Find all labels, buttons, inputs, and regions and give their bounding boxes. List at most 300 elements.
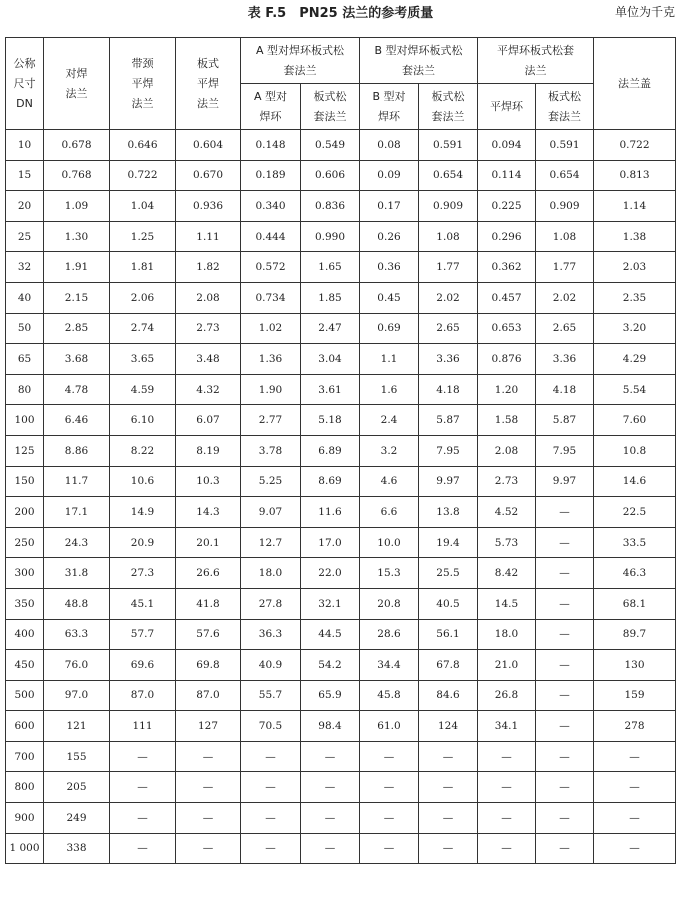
table-cell: 2.08 xyxy=(478,435,536,466)
table-cell: 11.7 xyxy=(44,466,110,497)
table-cell: 2.73 xyxy=(176,313,241,344)
table-cell: 1.09 xyxy=(44,191,110,222)
table-cell: 98.4 xyxy=(301,711,360,742)
table-cell: 97.0 xyxy=(44,680,110,711)
table-cell: 1.90 xyxy=(241,374,301,405)
table-cell: 0.09 xyxy=(360,160,419,191)
row-dn-cell: 350 xyxy=(6,588,44,619)
table-cell: 17.1 xyxy=(44,497,110,528)
table-row xyxy=(6,130,676,161)
flange-weight-table xyxy=(5,37,676,864)
header-plate-slip-on: 板式平焊法兰 xyxy=(176,38,241,130)
table-cell: 2.74 xyxy=(110,313,176,344)
table-cell: 10.8 xyxy=(594,435,676,466)
table-cell: 0.549 xyxy=(301,130,360,161)
table-cell: 2.02 xyxy=(536,282,594,313)
table-cell: 14.6 xyxy=(594,466,676,497)
table-cell: 155 xyxy=(44,741,110,772)
table-cell: 27.3 xyxy=(110,558,176,589)
table-row xyxy=(6,803,676,834)
table-cell: — xyxy=(594,833,676,864)
table-cell: 7.95 xyxy=(536,435,594,466)
table-cell: — xyxy=(536,619,594,650)
table-row xyxy=(6,282,676,313)
table-cell: 20.8 xyxy=(360,588,419,619)
table-cell: — xyxy=(594,741,676,772)
table-row xyxy=(6,711,676,742)
table-cell: 0.909 xyxy=(536,191,594,222)
table-cell: 0.17 xyxy=(360,191,419,222)
table-cell: 10.0 xyxy=(360,527,419,558)
row-dn-cell: 700 xyxy=(6,741,44,772)
table-cell: 27.8 xyxy=(241,588,301,619)
table-cell: 5.73 xyxy=(478,527,536,558)
table-cell: — xyxy=(536,650,594,681)
table-cell: — xyxy=(176,772,241,803)
row-dn-cell: 450 xyxy=(6,650,44,681)
table-cell: 36.3 xyxy=(241,619,301,650)
table-cell: — xyxy=(536,803,594,834)
table-cell: 0.296 xyxy=(478,221,536,252)
table-cell: 1.6 xyxy=(360,374,419,405)
row-dn-cell: 125 xyxy=(6,435,44,466)
table-row xyxy=(6,619,676,650)
table-cell: 2.77 xyxy=(241,405,301,436)
table-cell: 0.362 xyxy=(478,252,536,283)
table-cell: 1.14 xyxy=(594,191,676,222)
table-cell: 20.9 xyxy=(110,527,176,558)
table-cell: 57.7 xyxy=(110,619,176,650)
table-cell: — xyxy=(110,741,176,772)
table-cell: 1.77 xyxy=(419,252,478,283)
table-cell: — xyxy=(594,803,676,834)
table-cell: — xyxy=(536,711,594,742)
table-cell: 0.69 xyxy=(360,313,419,344)
table-cell: 6.10 xyxy=(110,405,176,436)
table-cell: 0.722 xyxy=(594,130,676,161)
row-dn-cell: 900 xyxy=(6,803,44,834)
table-row xyxy=(6,252,676,283)
table-cell: 15.3 xyxy=(360,558,419,589)
table-cell: 0.26 xyxy=(360,221,419,252)
table-cell: 3.36 xyxy=(419,344,478,375)
table-cell: 0.45 xyxy=(360,282,419,313)
table-cell: 7.60 xyxy=(594,405,676,436)
header-group-b-ring: B 型对焊环 xyxy=(360,84,419,130)
table-cell: 0.768 xyxy=(44,160,110,191)
table-cell: 127 xyxy=(176,711,241,742)
row-dn-cell: 20 xyxy=(6,191,44,222)
table-cell: 12.7 xyxy=(241,527,301,558)
table-row xyxy=(6,221,676,252)
table-row xyxy=(6,160,676,191)
table-row xyxy=(6,741,676,772)
table-cell: — xyxy=(360,803,419,834)
table-cell: 0.909 xyxy=(419,191,478,222)
table-cell: — xyxy=(536,588,594,619)
table-cell: 67.8 xyxy=(419,650,478,681)
table-cell: 22.5 xyxy=(594,497,676,528)
table-cell: 6.6 xyxy=(360,497,419,528)
table-row xyxy=(6,435,676,466)
table-cell: — xyxy=(360,772,419,803)
table-cell: 46.3 xyxy=(594,558,676,589)
row-dn-cell: 100 xyxy=(6,405,44,436)
table-cell: 0.936 xyxy=(176,191,241,222)
table-cell: — xyxy=(110,833,176,864)
table-cell: 9.97 xyxy=(536,466,594,497)
table-row xyxy=(6,833,676,864)
table-cell: 6.07 xyxy=(176,405,241,436)
table-cell: — xyxy=(176,833,241,864)
table-cell: 5.25 xyxy=(241,466,301,497)
table-cell: 26.6 xyxy=(176,558,241,589)
table-cell: 1.36 xyxy=(241,344,301,375)
table-cell: 159 xyxy=(594,680,676,711)
table-cell: 338 xyxy=(44,833,110,864)
table-cell: 5.18 xyxy=(301,405,360,436)
table-cell: 7.95 xyxy=(419,435,478,466)
table-cell: 8.19 xyxy=(176,435,241,466)
row-dn-cell: 200 xyxy=(6,497,44,528)
table-cell: 5.87 xyxy=(536,405,594,436)
table-cell: 1.30 xyxy=(44,221,110,252)
table-cell: 65.9 xyxy=(301,680,360,711)
table-cell: 0.36 xyxy=(360,252,419,283)
table-cell: 3.20 xyxy=(594,313,676,344)
table-body xyxy=(6,130,676,864)
table-cell: 45.1 xyxy=(110,588,176,619)
table-cell: 56.1 xyxy=(419,619,478,650)
table-cell: — xyxy=(536,833,594,864)
table-cell: 70.5 xyxy=(241,711,301,742)
table-cell: — xyxy=(301,803,360,834)
table-cell: 41.8 xyxy=(176,588,241,619)
table-cell: 1.08 xyxy=(536,221,594,252)
row-dn-cell: 25 xyxy=(6,221,44,252)
table-cell: 205 xyxy=(44,772,110,803)
table-cell: — xyxy=(176,741,241,772)
table-cell: 0.444 xyxy=(241,221,301,252)
table-cell: 4.6 xyxy=(360,466,419,497)
table-cell: 24.3 xyxy=(44,527,110,558)
table-cell: 5.54 xyxy=(594,374,676,405)
table-cell: — xyxy=(419,741,478,772)
table-cell: 124 xyxy=(419,711,478,742)
table-row xyxy=(6,497,676,528)
table-cell: 1.91 xyxy=(44,252,110,283)
unit-label: 单位为千克 xyxy=(614,5,675,19)
table-cell: 3.65 xyxy=(110,344,176,375)
table-cell: 0.876 xyxy=(478,344,536,375)
table-cell: 0.734 xyxy=(241,282,301,313)
table-cell: 1.81 xyxy=(110,252,176,283)
table-cell: 3.36 xyxy=(536,344,594,375)
table-cell: 6.46 xyxy=(44,405,110,436)
table-cell: 1.25 xyxy=(110,221,176,252)
table-cell: 26.8 xyxy=(478,680,536,711)
row-dn-cell: 65 xyxy=(6,344,44,375)
table-cell: 3.04 xyxy=(301,344,360,375)
table-cell: 0.604 xyxy=(176,130,241,161)
table-cell: 76.0 xyxy=(44,650,110,681)
table-cell: 2.73 xyxy=(478,466,536,497)
table-cell: — xyxy=(478,741,536,772)
table-cell: 4.18 xyxy=(419,374,478,405)
row-dn-cell: 400 xyxy=(6,619,44,650)
row-dn-cell: 500 xyxy=(6,680,44,711)
row-dn-cell: 80 xyxy=(6,374,44,405)
table-cell: 2.35 xyxy=(594,282,676,313)
table-cell: 1.58 xyxy=(478,405,536,436)
table-cell: 2.4 xyxy=(360,405,419,436)
table-cell: 0.225 xyxy=(478,191,536,222)
table-cell: 5.87 xyxy=(419,405,478,436)
table-cell: 1.04 xyxy=(110,191,176,222)
table-cell: 278 xyxy=(594,711,676,742)
table-cell: 2.47 xyxy=(301,313,360,344)
table-cell: 10.3 xyxy=(176,466,241,497)
table-cell: 0.591 xyxy=(419,130,478,161)
table-cell: 0.653 xyxy=(478,313,536,344)
table-cell: 28.6 xyxy=(360,619,419,650)
table-cell: 0.114 xyxy=(478,160,536,191)
row-dn-cell: 300 xyxy=(6,558,44,589)
header-blind-flange: 法兰盖 xyxy=(594,38,676,130)
row-dn-cell: 600 xyxy=(6,711,44,742)
table-row xyxy=(6,191,676,222)
table-cell: 57.6 xyxy=(176,619,241,650)
table-cell: 6.89 xyxy=(301,435,360,466)
table-cell: 0.678 xyxy=(44,130,110,161)
table-cell: — xyxy=(241,741,301,772)
table-cell: 2.08 xyxy=(176,282,241,313)
table-cell: 61.0 xyxy=(360,711,419,742)
table-cell: 0.722 xyxy=(110,160,176,191)
table-cell: 1.82 xyxy=(176,252,241,283)
table-cell: 13.8 xyxy=(419,497,478,528)
table-row xyxy=(6,558,676,589)
table-cell: 84.6 xyxy=(419,680,478,711)
table-cell: 1.1 xyxy=(360,344,419,375)
table-cell: 1.20 xyxy=(478,374,536,405)
header-weld-neck: 对焊法兰 xyxy=(44,38,110,130)
table-cell: 2.65 xyxy=(536,313,594,344)
table-cell: 87.0 xyxy=(110,680,176,711)
row-dn-cell: 40 xyxy=(6,282,44,313)
table-cell: 68.1 xyxy=(594,588,676,619)
table-cell: 20.1 xyxy=(176,527,241,558)
table-cell: 0.654 xyxy=(419,160,478,191)
table-row xyxy=(6,650,676,681)
table-cell: 55.7 xyxy=(241,680,301,711)
row-dn-cell: 15 xyxy=(6,160,44,191)
table-cell: 0.148 xyxy=(241,130,301,161)
table-cell: 63.3 xyxy=(44,619,110,650)
table-cell: 0.813 xyxy=(594,160,676,191)
table-cell: 2.85 xyxy=(44,313,110,344)
header-dn: 公称尺寸DN xyxy=(6,38,44,130)
table-cell: 22.0 xyxy=(301,558,360,589)
table-cell: — xyxy=(478,772,536,803)
table-cell: 111 xyxy=(110,711,176,742)
table-cell: 3.61 xyxy=(301,374,360,405)
table-row xyxy=(6,313,676,344)
table-cell: 1.02 xyxy=(241,313,301,344)
row-dn-cell: 1 000 xyxy=(6,833,44,864)
row-dn-cell: 250 xyxy=(6,527,44,558)
header-group-a: A 型对焊环板式松套法兰 xyxy=(241,38,360,84)
table-cell: — xyxy=(536,527,594,558)
table-cell: 17.0 xyxy=(301,527,360,558)
table-cell: 14.9 xyxy=(110,497,176,528)
table-cell: 69.6 xyxy=(110,650,176,681)
table-cell: — xyxy=(110,772,176,803)
table-cell: 11.6 xyxy=(301,497,360,528)
table-cell: 1.77 xyxy=(536,252,594,283)
header-group-b: B 型对焊环板式松套法兰 xyxy=(360,38,478,84)
table-row xyxy=(6,344,676,375)
table-cell: 1.85 xyxy=(301,282,360,313)
table-cell: 249 xyxy=(44,803,110,834)
table-cell: 2.02 xyxy=(419,282,478,313)
table-cell: 0.094 xyxy=(478,130,536,161)
table-cell: 14.5 xyxy=(478,588,536,619)
table-cell: 4.59 xyxy=(110,374,176,405)
table-cell: 0.990 xyxy=(301,221,360,252)
table-cell: 18.0 xyxy=(478,619,536,650)
table-cell: — xyxy=(536,558,594,589)
table-cell: 0.646 xyxy=(110,130,176,161)
table-cell: 121 xyxy=(44,711,110,742)
table-cell: — xyxy=(536,497,594,528)
table-row xyxy=(6,527,676,558)
table-cell: 1.38 xyxy=(594,221,676,252)
header-group-b-flange: 板式松套法兰 xyxy=(419,84,478,130)
table-cell: 3.68 xyxy=(44,344,110,375)
table-cell: 18.0 xyxy=(241,558,301,589)
table-cell: 0.606 xyxy=(301,160,360,191)
table-cell: — xyxy=(110,803,176,834)
table-cell: — xyxy=(536,772,594,803)
table-cell: — xyxy=(360,833,419,864)
table-cell: — xyxy=(241,833,301,864)
table-cell: 4.18 xyxy=(536,374,594,405)
row-dn-cell: 150 xyxy=(6,466,44,497)
table-cell: 48.8 xyxy=(44,588,110,619)
table-cell: 32.1 xyxy=(301,588,360,619)
table-cell: 4.32 xyxy=(176,374,241,405)
table-cell: 19.4 xyxy=(419,527,478,558)
table-cell: — xyxy=(536,741,594,772)
table-cell: — xyxy=(478,833,536,864)
table-cell: 0.670 xyxy=(176,160,241,191)
table-cell: — xyxy=(419,772,478,803)
table-cell: 9.07 xyxy=(241,497,301,528)
header-group-flat: 平焊环板式松套法兰 xyxy=(478,38,594,84)
table-cell: 44.5 xyxy=(301,619,360,650)
table-cell: 1.11 xyxy=(176,221,241,252)
table-cell: 8.22 xyxy=(110,435,176,466)
table-cell: 89.7 xyxy=(594,619,676,650)
table-cell: 4.78 xyxy=(44,374,110,405)
table-cell: — xyxy=(536,680,594,711)
header-group-flat-ring: 平焊环 xyxy=(478,84,536,130)
table-cell: 8.69 xyxy=(301,466,360,497)
table-cell: 0.457 xyxy=(478,282,536,313)
table-cell: 34.1 xyxy=(478,711,536,742)
table-cell: 45.8 xyxy=(360,680,419,711)
table-cell: 8.42 xyxy=(478,558,536,589)
table-row xyxy=(6,405,676,436)
table-cell: 0.08 xyxy=(360,130,419,161)
table-cell: 1.08 xyxy=(419,221,478,252)
header-group-a-ring: A 型对焊环 xyxy=(241,84,301,130)
table-row xyxy=(6,374,676,405)
table-cell: — xyxy=(360,741,419,772)
table-row xyxy=(6,466,676,497)
table-cell: 2.15 xyxy=(44,282,110,313)
table-cell: 0.836 xyxy=(301,191,360,222)
table-cell: 34.4 xyxy=(360,650,419,681)
table-cell: — xyxy=(478,803,536,834)
table-cell: — xyxy=(419,803,478,834)
table-row xyxy=(6,772,676,803)
table-cell: 3.78 xyxy=(241,435,301,466)
table-cell: 10.6 xyxy=(110,466,176,497)
table-cell: — xyxy=(419,833,478,864)
table-cell: 130 xyxy=(594,650,676,681)
table-cell: 87.0 xyxy=(176,680,241,711)
page-title: 表 F.5 PN25 法兰的参考质量 xyxy=(247,6,434,21)
table-cell: 8.86 xyxy=(44,435,110,466)
row-dn-cell: 10 xyxy=(6,130,44,161)
table-cell: 2.03 xyxy=(594,252,676,283)
table-cell: 0.572 xyxy=(241,252,301,283)
table-cell: 54.2 xyxy=(301,650,360,681)
table-cell: 21.0 xyxy=(478,650,536,681)
table-cell: — xyxy=(241,772,301,803)
table-cell: 0.189 xyxy=(241,160,301,191)
table-cell: 69.8 xyxy=(176,650,241,681)
table-cell: — xyxy=(301,741,360,772)
table-cell: 3.2 xyxy=(360,435,419,466)
table-cell: — xyxy=(176,803,241,834)
header-group-a-flange: 板式松套法兰 xyxy=(301,84,360,130)
table-cell: 2.06 xyxy=(110,282,176,313)
table-cell: 4.29 xyxy=(594,344,676,375)
table-cell: 1.65 xyxy=(301,252,360,283)
row-dn-cell: 32 xyxy=(6,252,44,283)
table-row xyxy=(6,588,676,619)
table-cell: 25.5 xyxy=(419,558,478,589)
table-cell: — xyxy=(241,803,301,834)
header-group-flat-flange: 板式松套法兰 xyxy=(536,84,594,130)
table-cell: 14.3 xyxy=(176,497,241,528)
table-cell: 9.97 xyxy=(419,466,478,497)
table-cell: 3.48 xyxy=(176,344,241,375)
table-cell: 31.8 xyxy=(44,558,110,589)
row-dn-cell: 50 xyxy=(6,313,44,344)
table-cell: 0.654 xyxy=(536,160,594,191)
row-dn-cell: 800 xyxy=(6,772,44,803)
table-cell: — xyxy=(301,772,360,803)
table-cell: 33.5 xyxy=(594,527,676,558)
table-cell: 0.591 xyxy=(536,130,594,161)
table-cell: 4.52 xyxy=(478,497,536,528)
table-cell: — xyxy=(301,833,360,864)
table-cell: — xyxy=(594,772,676,803)
